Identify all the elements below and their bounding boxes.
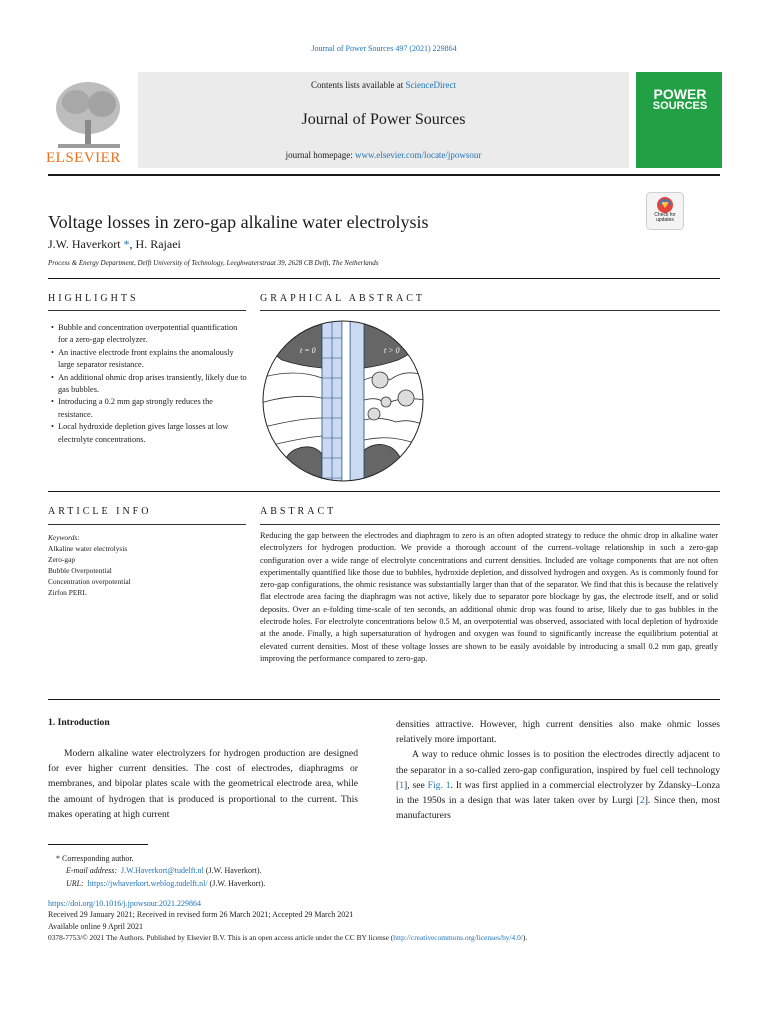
email-note [48,865,265,877]
url-suffix: (J.W. Haverkort). [207,878,266,888]
intro-paragraph-1: Modern alkaline water electrolyzers for hydrogen production are designed for ever higher current densities. The cost of electrodes, diaphragms or membranes, and bipolar plates scale with the geometrical electrode area, while the amount of hydrogen that is produced is proportional to the current. This makes operating at high current [48,748,358,820]
keyword-item: Concentration overpotential [48,577,131,586]
intro-paragraph-3 [396,747,720,823]
abstract-rule [260,524,720,525]
ga-label-left: t = 0 [300,346,316,355]
graphical-abstract-figure[interactable] [260,318,426,484]
keyword-item: Zero-gap [48,555,76,564]
received-dates: Received 29 January 2021; Received in revised form 26 March 2021; Accepted 29 March 2021 [48,910,354,920]
para3-text-c: . It was first applied in a commercial electrolyzer by Zdansky–Lonza in the 1950s in a design that was later taken over by Lurgi [ [396,779,720,807]
license-prefix: 0378-7753/© 2021 The Authors. Published by Elsevier B.V. This is an open access article under the CC BY license ( [48,933,394,943]
email-label: E-mail address: [66,866,118,876]
header-rule [48,174,720,176]
url-label: URL: [66,878,84,888]
highlight-item: • An additional ohmic drop arises transiently, likely due to gas bubbles. [48,372,248,397]
journal-name: Journal of Power Sources [301,111,466,128]
highlight-item: • An inactive electrode front explains the anomalously large separator resistance. [48,347,248,372]
divider-1 [48,278,720,279]
para3-text-b: ], see [404,779,428,791]
online-date: Available online 9 April 2021 [48,921,143,931]
para3-text-d: ]. Since then, most manufacturers [396,795,720,822]
abstract-heading: ABSTRACT [260,506,337,517]
journal-reference[interactable]: Journal of Power Sources 497 (2021) 229864 [311,44,457,53]
contents-prefix: Contents lists available at [311,80,406,90]
ga-label-right: t > 0 [384,346,400,355]
cover-line-2: SOURCES [652,100,708,112]
author-1[interactable]: J.W. Haverkort [48,237,121,251]
check-updates-label: Check for updates [654,212,676,223]
license-link[interactable]: http://creativecommons.org/licenses/by/4.0/ [393,933,523,943]
sciencedirect-link[interactable]: ScienceDirect [405,80,456,90]
bibliographic-info [48,898,527,944]
highlight-item: • Bubble and concentration overpotential quantification for a zero-gap electrolyzer. [48,322,248,347]
para3-text-a: A way to reduce ohmic losses is to position the electrodes directly adjacent to the separator in a so-called zero-gap configuration, inspired by fuel cell technology [ [396,749,720,791]
divider-2 [48,491,720,492]
intro-paragraph-2: densities attractive. However, high current densities also make ohmic losses relatively more important. [396,719,720,746]
graphical-abstract-heading: GRAPHICAL ABSTRACT [260,293,426,304]
keywords-block [48,532,131,598]
license-suffix: ). [522,933,528,943]
article-info-heading: ARTICLE INFO [48,506,152,517]
fig-1-link[interactable]: Fig. 1 [427,779,451,791]
elsevier-wordmark: ELSEVIER [46,150,121,166]
abstract-text: Reducing the gap between the electrodes and diaphragm to zero is an often adopted strategy to reduce the ohmic drop in alkaline water electrolyzers for hydrogen production. We provide a thorough account of the current–voltage relationship in such a zero-gap configuration over a wide range of electrolyte concentrations and current densities. Included are voltage components that are not often experimentally quantified like those due to bubbles, hydroxide depletion, and dissolved hydrogen and oxygen. As is commonly found for zero-gap configurations, the ohmic resistance was substantially larger than that of the separator. We find that this is because the relatively flat electrode area facing the diaphragm was not active, likely due to separator pore blockage by gas, the electrode itself, and or solid deposits. Over an e-folding time-scale of ten seconds, an additional ohmic drop was found to arise, likely due to gas bubbles in the electrode holes. For electrolyte concentrations below 0.5 M, an overpotential was observed, associated with local depletion of hydroxide at the anode. Finally, a high supersaturation of hydrogen and oxygen was found to significantly increase the equilibrium potential at elevated current densities. Most of these voltage losses are shown to be easily avoidable by introducing a small 0.2 mm gap, greatly improving the performance compared to zero-gap. [260,531,718,663]
article-info-rule [48,524,246,525]
affiliation: Process & Energy Department, Delft University of Technology, Leeghwaterstraat 39, 2628 CB Delft, The Netherlands [48,259,379,267]
graphical-abstract-rule [260,310,720,311]
email-link[interactable]: J.W.Haverkort@tudelft.nl [121,866,204,876]
keywords-label: Keywords: [48,533,80,542]
homepage-link[interactable]: www.elsevier.com/locate/jpowsour [355,150,482,160]
highlights-heading: HIGHLIGHTS [48,293,139,304]
author-2: , H. Rajaei [129,237,181,251]
check-for-updates-icon[interactable] [646,192,684,230]
body-column-right [396,717,720,823]
divider-3 [48,699,720,700]
highlight-item: • Introducing a 0.2 mm gap strongly reduces the resistance. [48,396,248,421]
body-column-left [48,746,358,822]
ref-1-link[interactable]: 1 [399,779,404,791]
highlights-rule [48,310,246,311]
homepage-prefix: journal homepage: [285,150,356,160]
email-suffix: (J.W. Haverkort). [203,866,262,876]
corresponding-mark[interactable]: * [120,237,130,251]
keyword-item: Bubble Overpotential [48,566,112,575]
footnotes [48,853,265,890]
article-title: Voltage losses in zero-gap alkaline water electrolysis [48,212,429,232]
cover-title [642,88,718,112]
url-note [48,878,265,890]
introduction-heading: 1. Introduction [48,717,110,728]
footnote-rule [48,844,148,845]
cover-line-1: POWER [653,86,707,102]
contents-line [138,80,629,90]
authors [48,237,181,252]
license-line [48,932,527,943]
highlight-item: • Local hydroxide depletion gives large losses at low electrolyte concentrations. [48,421,248,446]
url-link[interactable]: https://jwhaverkort.weblog.tudelft.nl/ [87,878,208,888]
homepage-line [138,150,629,160]
highlights-list [48,322,248,446]
keyword-item: Zirfon PERL [48,588,87,597]
corresponding-note: * Corresponding author. [56,854,134,863]
ref-2-link[interactable]: 2 [639,795,645,807]
doi-link[interactable]: https://doi.org/10.1016/j.jpowsour.2021.229864 [48,899,201,908]
keyword-item: Alkaline water electrolysis [48,544,128,553]
